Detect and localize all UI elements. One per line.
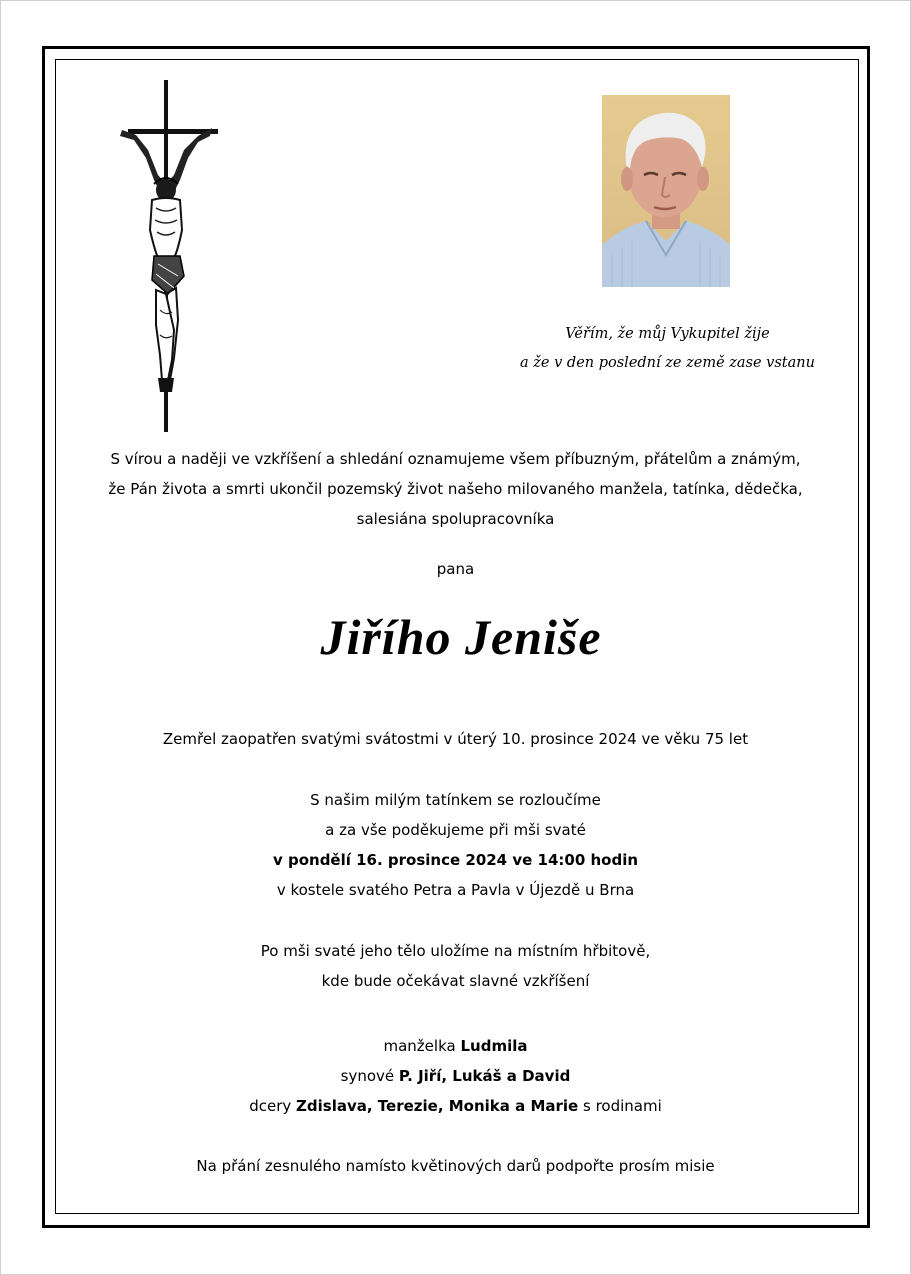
burial-line-2: kde bude očekávat slavné vzkříšení (321, 972, 590, 990)
burial-line-1: Po mši svaté jeho tělo uložíme na místním hřbitově, (260, 942, 651, 960)
funeral-line-1: S našim milým tatínkem se rozloučíme (310, 791, 601, 809)
closing-note: Na přání zesnulého namísto květinových darů podpořte prosím misie (196, 1157, 715, 1175)
funeral-datetime: v pondělí 16. prosince 2024 ve 14:00 hodin (272, 851, 639, 869)
intro-line-2: že Pán života a smrti ukončil pozemský život našeho milovaného manžela, tatínka, dědečka, (108, 480, 803, 498)
daughters-label: dcery (249, 1097, 292, 1115)
intro-line-1: S vírou a naději ve vzkříšení a shledání oznamujeme všem příbuzným, přátelům a známým, (110, 450, 801, 468)
funeral-place: v kostele svatého Petra a Pavla v Újezdě u Brna (276, 881, 635, 899)
mourner-sons (0, 1067, 911, 1085)
daughters-suffix: s rodinami (583, 1097, 662, 1115)
quote-line-1: Věřím, že můj Vykupitel žije (565, 326, 770, 342)
sons-label: synové (340, 1067, 395, 1085)
daughters-names: Zdislava, Terezie, Monika a Marie (296, 1097, 579, 1115)
mourner-daughters (0, 1097, 911, 1115)
quote-line-2: a že v den poslední ze země zase vstanu (520, 355, 815, 371)
salutation: pana (436, 560, 475, 578)
mourner-wife (0, 1037, 911, 1055)
wife-label: manželka (383, 1037, 456, 1055)
portrait-photo (602, 95, 730, 287)
sons-names: P. Jiří, Lukáš a David (398, 1067, 571, 1085)
wife-name: Ludmila (460, 1037, 528, 1055)
deceased-name: Jiřího Jeniše (320, 609, 602, 665)
crucifix-icon (108, 80, 228, 435)
death-info: Zemřel zaopatřen svatými svátostmi v úterý 10. prosince 2024 ve věku 75 let (162, 730, 749, 748)
funeral-line-2: a za vše poděkujeme při mši svaté (325, 821, 586, 839)
intro-line-3: salesiána spolupracovníka (356, 510, 555, 528)
